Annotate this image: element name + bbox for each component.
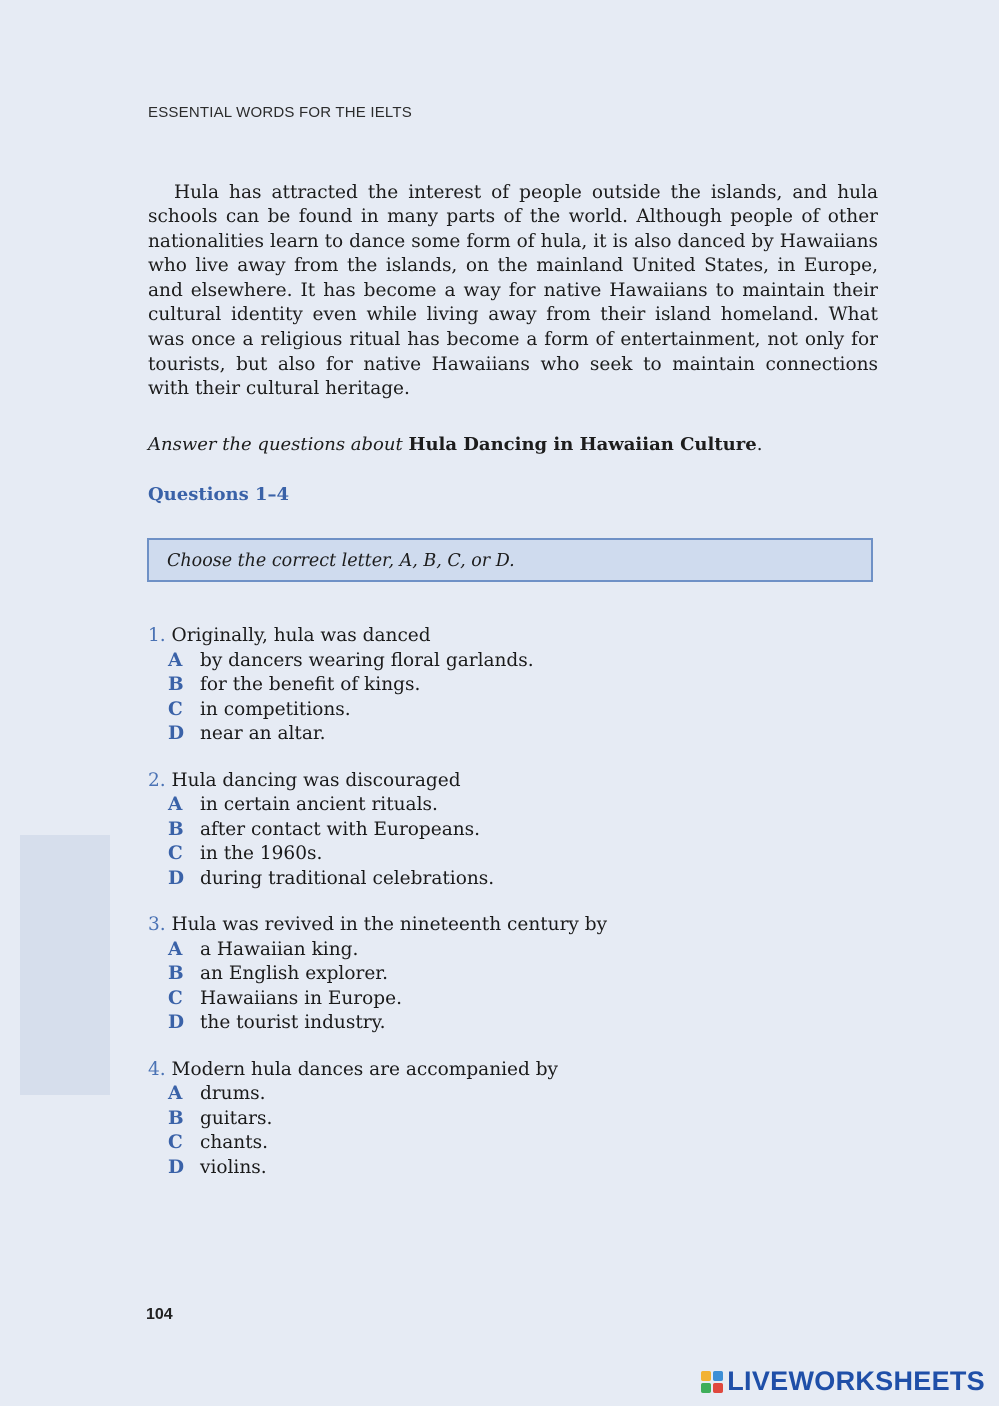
option-letter: D <box>168 1156 185 1178</box>
bleed-through-shade <box>20 835 110 1095</box>
page-number: 104 <box>146 1306 173 1323</box>
option-text: an English explorer. <box>200 963 388 984</box>
option-1a[interactable] <box>148 649 868 674</box>
question-stem <box>148 624 868 649</box>
option-4a[interactable] <box>148 1082 868 1107</box>
option-text: during traditional celebrations. <box>200 867 495 889</box>
question-number: 1. <box>148 625 166 646</box>
option-letter: A <box>168 1083 183 1104</box>
logo-square <box>701 1383 711 1393</box>
option-text: in the 1960s. <box>200 843 323 864</box>
liveworksheets-logo-icon <box>701 1371 723 1393</box>
logo-square <box>713 1371 723 1381</box>
option-text: Hawaiians in Europe. <box>200 987 402 1009</box>
option-text: near an altar. <box>200 723 326 744</box>
question-text: Originally, hula was danced <box>171 625 431 646</box>
question-3 <box>148 913 868 1036</box>
question-text: Hula dancing was discouraged <box>171 769 461 791</box>
option-text: the tourist industry. <box>200 1012 386 1033</box>
option-text: guitars. <box>200 1107 273 1129</box>
option-3b[interactable] <box>148 962 868 987</box>
option-4c[interactable] <box>148 1131 868 1156</box>
option-text: a Hawaiian king. <box>200 938 359 960</box>
option-letter: B <box>168 963 184 984</box>
option-text: in certain ancient rituals. <box>200 794 438 815</box>
option-letter: C <box>168 843 183 864</box>
option-2b[interactable] <box>148 818 868 843</box>
option-text: chants. <box>200 1132 269 1153</box>
question-list <box>148 624 868 1202</box>
option-letter: B <box>168 674 184 695</box>
option-3c[interactable] <box>148 987 868 1012</box>
running-header: ESSENTIAL WORDS FOR THE IELTS <box>148 104 412 121</box>
option-letter: A <box>168 794 183 815</box>
option-2a[interactable] <box>148 793 868 818</box>
questions-heading: Questions 1–4 <box>148 484 290 505</box>
option-letter: C <box>168 698 183 720</box>
option-letter: B <box>168 818 184 840</box>
liveworksheets-brand[interactable] <box>701 1366 985 1397</box>
option-2c[interactable] <box>148 842 868 867</box>
brand-name: LIVEWORKSHEETS <box>727 1366 985 1396</box>
question-1 <box>148 624 868 747</box>
logo-square <box>701 1371 711 1381</box>
question-stem <box>148 1058 868 1083</box>
question-number: 4. <box>148 1058 166 1080</box>
instruction-line <box>148 434 868 455</box>
option-1d[interactable] <box>148 722 868 747</box>
question-2 <box>148 769 868 892</box>
option-text: in competitions. <box>200 698 351 720</box>
option-text: drums. <box>200 1083 266 1104</box>
question-number: 2. <box>148 769 166 791</box>
option-1c[interactable] <box>148 698 868 723</box>
option-letter: D <box>168 723 185 744</box>
option-letter: B <box>168 1107 184 1129</box>
option-text: by dancers wearing floral garlands. <box>200 649 534 671</box>
question-text: Hula was revived in the nineteenth century by <box>171 914 608 935</box>
option-letter: C <box>168 1132 183 1153</box>
option-text: for the benefit of kings. <box>200 674 421 695</box>
option-3d[interactable] <box>148 1011 868 1036</box>
question-stem <box>148 769 868 794</box>
question-text: Modern hula dances are accompanied by <box>171 1058 558 1080</box>
instruction-lead: Answer the questions about <box>148 434 409 455</box>
option-3a[interactable] <box>148 938 868 963</box>
option-4d[interactable] <box>148 1156 868 1181</box>
question-stem <box>148 913 868 938</box>
option-letter: A <box>168 649 183 671</box>
option-letter: A <box>168 938 183 960</box>
option-4b[interactable] <box>148 1107 868 1132</box>
choose-letter-text: Choose the correct letter, A, B, C, or D. <box>167 551 515 571</box>
option-letter: D <box>168 867 185 889</box>
option-letter: C <box>168 987 183 1009</box>
reading-passage: Hula has attracted the interest of people outside the islands, and hula schools can be found in many parts of the world. Although people of other nationalities learn to dance some form of hula, it is also danced by Hawaiians who live away from the islands, on the mainland United States, in Europe, and elsewhere. It has become a way for native Hawaiians to maintain their cultural identity even while living away from their island homeland. What was once a religious ritual has become a form of entertainment, not only for tourists, but also for native Hawaiians who seek to maintain connections with their cultural heritage. <box>148 181 878 400</box>
question-number: 3. <box>148 914 166 935</box>
instruction-end: . <box>756 434 763 455</box>
logo-square <box>713 1383 723 1393</box>
instruction-topic: Hula Dancing in Hawaiian Culture <box>408 434 757 455</box>
option-text: after contact with Europeans. <box>200 818 481 840</box>
option-2d[interactable] <box>148 867 868 892</box>
option-1b[interactable] <box>148 673 868 698</box>
question-4 <box>148 1058 868 1181</box>
choose-letter-box <box>147 538 873 582</box>
option-text: violins. <box>200 1156 267 1178</box>
option-letter: D <box>168 1012 185 1033</box>
